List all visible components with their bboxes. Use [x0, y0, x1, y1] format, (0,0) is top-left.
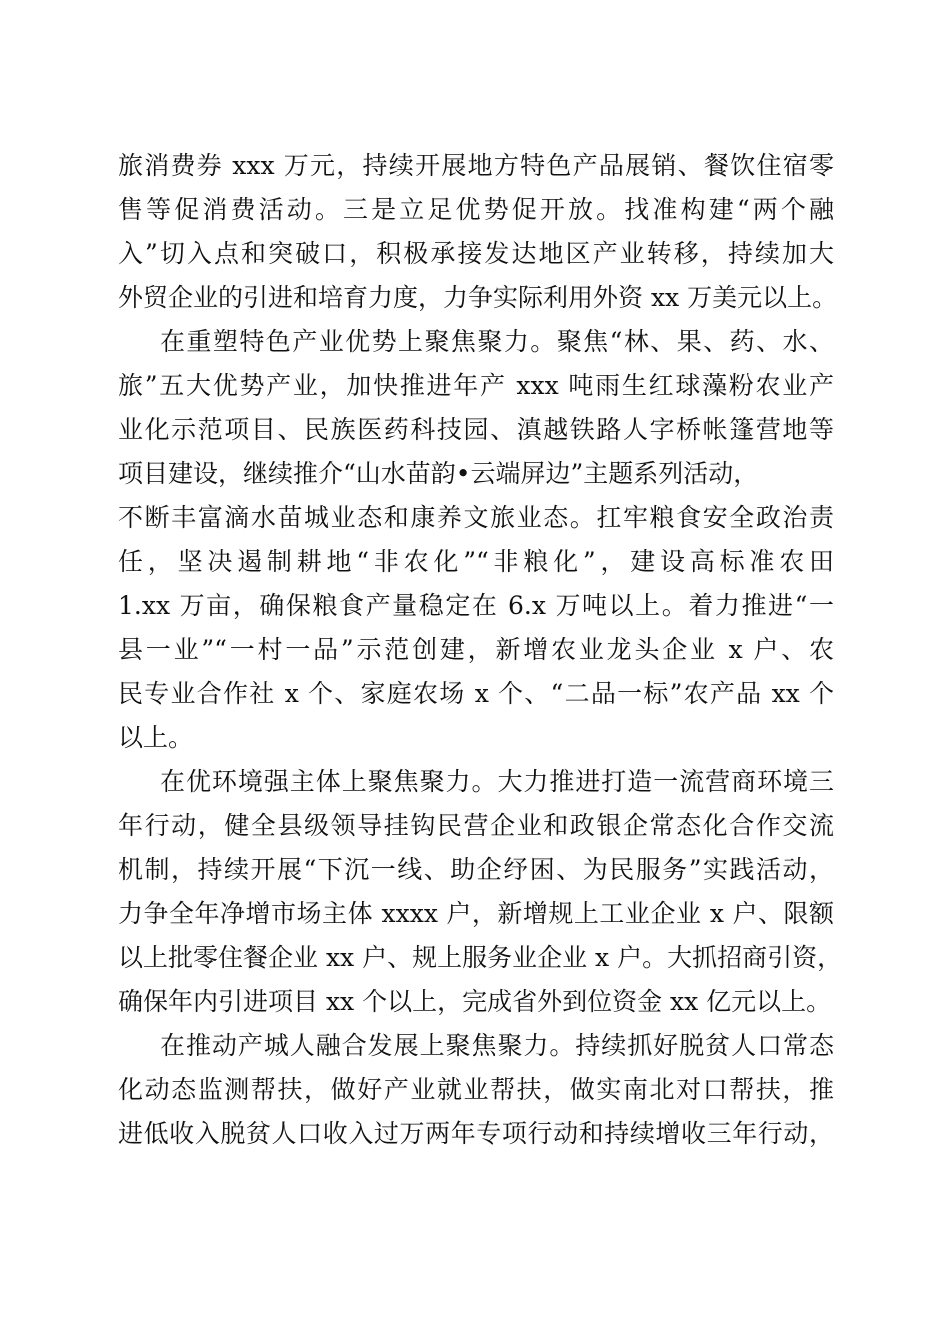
paragraph-line: 以上批零住餐企业 xx 户、规上服务业企业 x 户。大抓招商引资， — [118, 943, 843, 972]
paragraph-line: 机制，持续开展“下沉一线、助企纾困、为民服务”实践活动， — [118, 855, 834, 884]
paragraph-line: 1.xx 万亩，确保粮食产量稳定在 6.x 万吨以上。着力推进“一 — [118, 591, 834, 620]
paragraph-line: 任，坚决遏制耕地“非农化”“非粮化”，建设高标准农田 — [118, 547, 834, 576]
paragraph-heading-line: 在推动产城人融合发展上聚焦聚力。持续抓好脱贫人口常态 — [160, 1031, 834, 1060]
paragraph-line: 外贸企业的引进和培育力度，力争实际利用外资 xx 万美元以上。 — [118, 283, 838, 312]
paragraph-line: 项目建设，继续推介“山水苗韵•云端屏边”主题系列活动， — [118, 459, 759, 488]
paragraph-heading-line: 在优环境强主体上聚焦聚力。大力推进打造一流营商环境三 — [160, 767, 834, 796]
paragraph-line: 化动态监测帮扶，做好产业就业帮扶，做实南北对口帮扶，推 — [118, 1075, 834, 1104]
paragraph-line: 入”切入点和突破口，积极承接发达地区产业转移，持续加大 — [118, 239, 834, 268]
paragraph-line: 旅消费券 xxx 万元，持续开展地方特色产品展销、餐饮住宿零 — [118, 151, 834, 180]
paragraph-line: 售等促消费活动。三是立足优势促开放。找准构建“两个融 — [118, 195, 834, 224]
paragraph-line: 确保年内引进项目 xx 个以上，完成省外到位资金 xx 亿元以上。 — [118, 987, 832, 1016]
paragraph-heading-line: 在重塑特色产业优势上聚焦聚力。聚焦“林、果、药、水、 — [160, 327, 834, 356]
paragraph-line: 县一业”“一村一品”示范创建，新增农业龙头企业 x 户、农 — [118, 635, 834, 664]
paragraph-line: 业化示范项目、民族医药科技园、滇越铁路人字桥帐篷营地等 — [118, 415, 834, 444]
paragraph-line: 以上。 — [118, 723, 194, 752]
paragraph-line: 年行动，健全县级领导挂钩民营企业和政银企常态化合作交流 — [118, 811, 834, 840]
paragraph-line: 不断丰富滴水苗城业态和康养文旅业态。扛牢粮食安全政治责 — [118, 503, 834, 532]
paragraph-line: 民专业合作社 x 个、家庭农场 x 个、“二品一标”农产品 xx 个 — [118, 679, 834, 708]
paragraph-line: 力争全年净增市场主体 xxxx 户，新增规上工业企业 x 户、限额 — [118, 899, 834, 928]
paragraph-line: 进低收入脱贫人口收入过万两年专项行动和持续增收三年行动， — [118, 1119, 834, 1148]
paragraph-line: 旅”五大优势产业，加快推进年产 xxx 吨雨生红球藻粉农业产 — [118, 371, 834, 400]
